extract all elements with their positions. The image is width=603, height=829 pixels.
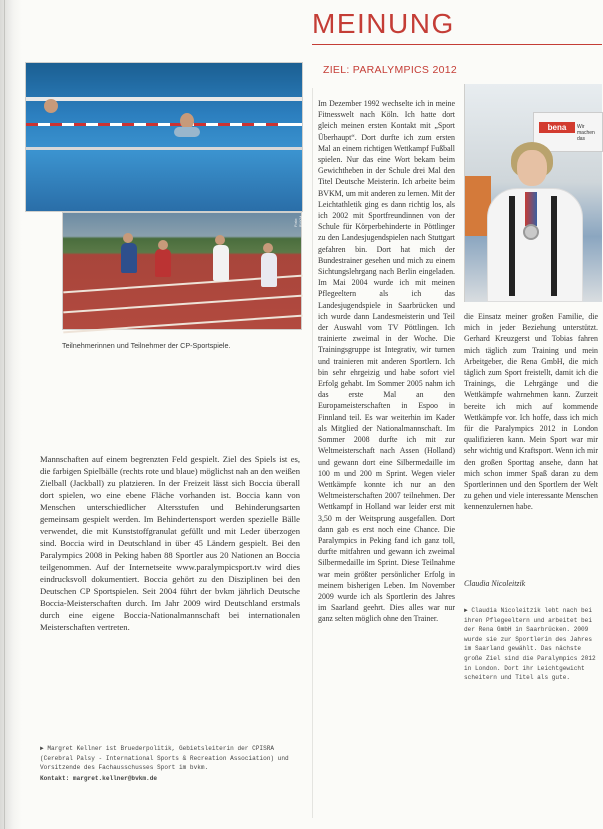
section-title: MEINUNG bbox=[312, 8, 455, 39]
left-author-note: ► Margret Kellner ist Bruederpolitik, Gebietsleiterin der CPISRA (Cerebral Palsy - International Sports & Recreation Association) und Vorsitzende des Fachausschusses Sport im bvkm. bbox=[40, 745, 289, 772]
photo-credit: Foto: BVKM bbox=[293, 215, 303, 227]
runner-head bbox=[123, 233, 133, 243]
runner bbox=[213, 245, 229, 281]
author-signature: Claudia Nicoleitzik bbox=[464, 579, 526, 588]
middle-article-text: Im Dezember 1992 wechselte ich in meine Fitnesswelt nach Köln. Ich hatte dort gleich meinen ersten Kontakt mit „Sport Überhaupt“. Dort durfte ich zum ersten Mal an einem richtigen Wettkampf Fußball spielen. Nur das eine Wort bekam beim Gewichtheben in der Schule drei Mal den Titel Deutsche Meisterin. Ich arbeite beim BVKM, um mit anderen zu lernen. Mit der Leichtathletik ging es dann richtig los, als ich 2002 mit Sportfreundinnen von der Schule für Körperbehinderte in Pöttlinger zu den Landesjugendspielen nach Stuttgart gefahren bin. Dort hat mich der Bundestrainer gesehen und mich zu einem Sichtungslehrgang nach Berlin eingeladen. Im Mai 2004 wurde ich mit meinen Pflegeeltern als ich das Landesjugendspiele in Saarbrücken und ich wurde dann Landesmeisterin und Teil der Auswahl vom TV Pöttlingen. Ich trainierte zweimal in der Woche. Die Trainingsgruppe ist Integrativ, wir turnen und trainieren mit anderen Sportlern. Ich bin sehr ehrgeizig und habe sofort viel Erfolg gehabt. Im Sommer 2005 nahm ich das erste Mal an den Europameisterschaften in Espoo in Finnland teil. Es war weiterhin im Kader als Mitglied der Nationalmannschaft. Im Sommer 2008 durfte ich mit zur Weltmeisterschaft nach Assen (Holland) und gewann dort eine Silbermedaille im 100 m und 200 m Sprint. Wegen vieler Wettkämpfe konnte ich nur an den Weltmeisterschaften 2007 teilnehmen. Der Wettkampf in Holland war leider erst mit 3,50 m der Weitsprung ausgefallen. Dort dann gab es erst noch eine Chance. Die Paralympics in Peking fand ich ganz toll, durfte mitfahren und gewann ich zweimal Silbermedaille im Sprint. Diese Teilnahme war mein größter persönlicher Erfolg in meinem bisherigen Leben. Im November 2009 wurde ich als Sportlerin des Jahres im Saarland geehrt. Dies alles war nur ganz selten möglich ohne den Trainer. bbox=[318, 99, 455, 624]
track-line bbox=[63, 315, 303, 334]
left-article-text: Mannschaften auf einem begrenzten Feld gespielt. Ziel des Spiels ist es, die farbigen Spielbälle (rechts rote und blaue) möglichst nah an den weißen Zielball (Jackball) zu platzieren. In der Freizeit lässt sich Boccia überall dort spielen, wo eine ebene Fläche vorhanden ist. Boccia kann von Menschen unterschiedlicher Altersstufen und Behinderungsarten gemeinsam gespielt werden. Im Behindertensport werden spezielle Bälle verwendet, die mit Kunststoffgranulat gefüllt und mit Leder überzogen sind. Boccia wird in Deutschland in über 45 Ländern gespielt. Bei den Paralympics 2008 in Peking haben 88 Sportler aus 20 Nationen an Boccia teilgenommen. Auf der Internetseite www.paralympicsport.tv wird dies eindrucksvoll dokumentiert. Boccia gehört zu den Disziplinen bei den Deutschen CP Sportspielen. Seit 2004 führt der bvkm jährlich Deutsche Boccia-Meisterschaften durch. Im Jahr 2009 wird Deutschland erstmals durch eine eigene Boccia-Nationalmannschaft bei internationalen Meisterschaften vertreten. bbox=[40, 454, 300, 632]
company-sign-text: Wir machen das bbox=[577, 124, 595, 142]
lane-rope bbox=[26, 123, 302, 126]
medal-ribbon bbox=[525, 192, 537, 226]
right-article-text: die Einsatz meiner großen Familie, die mich in jeder Beziehung unterstützt. Gerhard Kreuzgerst und Tobias fahren mich täglich zum Training und mein Arbeitgeber, die Rena GmbH, die mich täglich zum Sport freistellt, damit ich die Trainings, die Lehrgänge und die Wettkämpfe wahrnehmen kann. Zurzeit bereite ich mich auf kommende Wettkämpfe vor. Ich hoffe, dass ich mich für die Paralympics 2012 in London qualifizieren kann. Mein Sport war mir sehr wichtig und Kraftsport. Wenn ich mir den großen Sporttag ansehe, dann hat mich schon immer Spaß daran zu dem Sportlerinnen und den Sportlern der Welt zu gehen und viele interessante Menschen kennenzulernen habe. bbox=[464, 312, 598, 512]
lane-line bbox=[26, 147, 302, 150]
runner-head bbox=[158, 240, 168, 250]
jacket-stripe bbox=[551, 196, 557, 296]
swimming-pool-photo bbox=[25, 62, 303, 212]
runner bbox=[121, 243, 137, 273]
column-separator bbox=[312, 88, 313, 818]
athletics-track-photo bbox=[62, 212, 302, 330]
swimmer-arms bbox=[174, 127, 200, 137]
runner-head bbox=[215, 235, 225, 245]
runner bbox=[155, 249, 171, 277]
company-logo: bena bbox=[539, 122, 575, 133]
track-line bbox=[63, 295, 303, 314]
right-author-note: ► Claudia Nicoleitzik lebt nach bei ihren Pflegeeltern und arbeitet bei der Rena GmbH in Saarbrücken. 2009 wurde sie zur Sportlerin des Jahres im Saarland gewählt. Das nächste große Ziel sind die Paralympics 2012 in London. Dort ihr Leichtgewicht scheitern und Titel als gute. bbox=[464, 607, 596, 682]
runner bbox=[261, 253, 277, 287]
swimmer-head bbox=[44, 99, 58, 113]
contact-line: Kontakt: margret.kellner@bvkm.de bbox=[40, 775, 158, 782]
athlete-portrait-photo bbox=[464, 84, 602, 302]
page-spine-line bbox=[4, 0, 5, 829]
section-rule bbox=[312, 44, 602, 45]
lane-line bbox=[26, 97, 302, 101]
photo-caption: Teilnehmerinnen und Teilnehmer der CP-Sportspiele. bbox=[62, 341, 231, 350]
athlete-face bbox=[517, 150, 547, 186]
medal-icon bbox=[523, 224, 539, 240]
runner-head bbox=[263, 243, 273, 253]
article-kicker: ZIEL: PARALYMPICS 2012 bbox=[323, 64, 458, 76]
jacket-stripe bbox=[509, 196, 515, 296]
